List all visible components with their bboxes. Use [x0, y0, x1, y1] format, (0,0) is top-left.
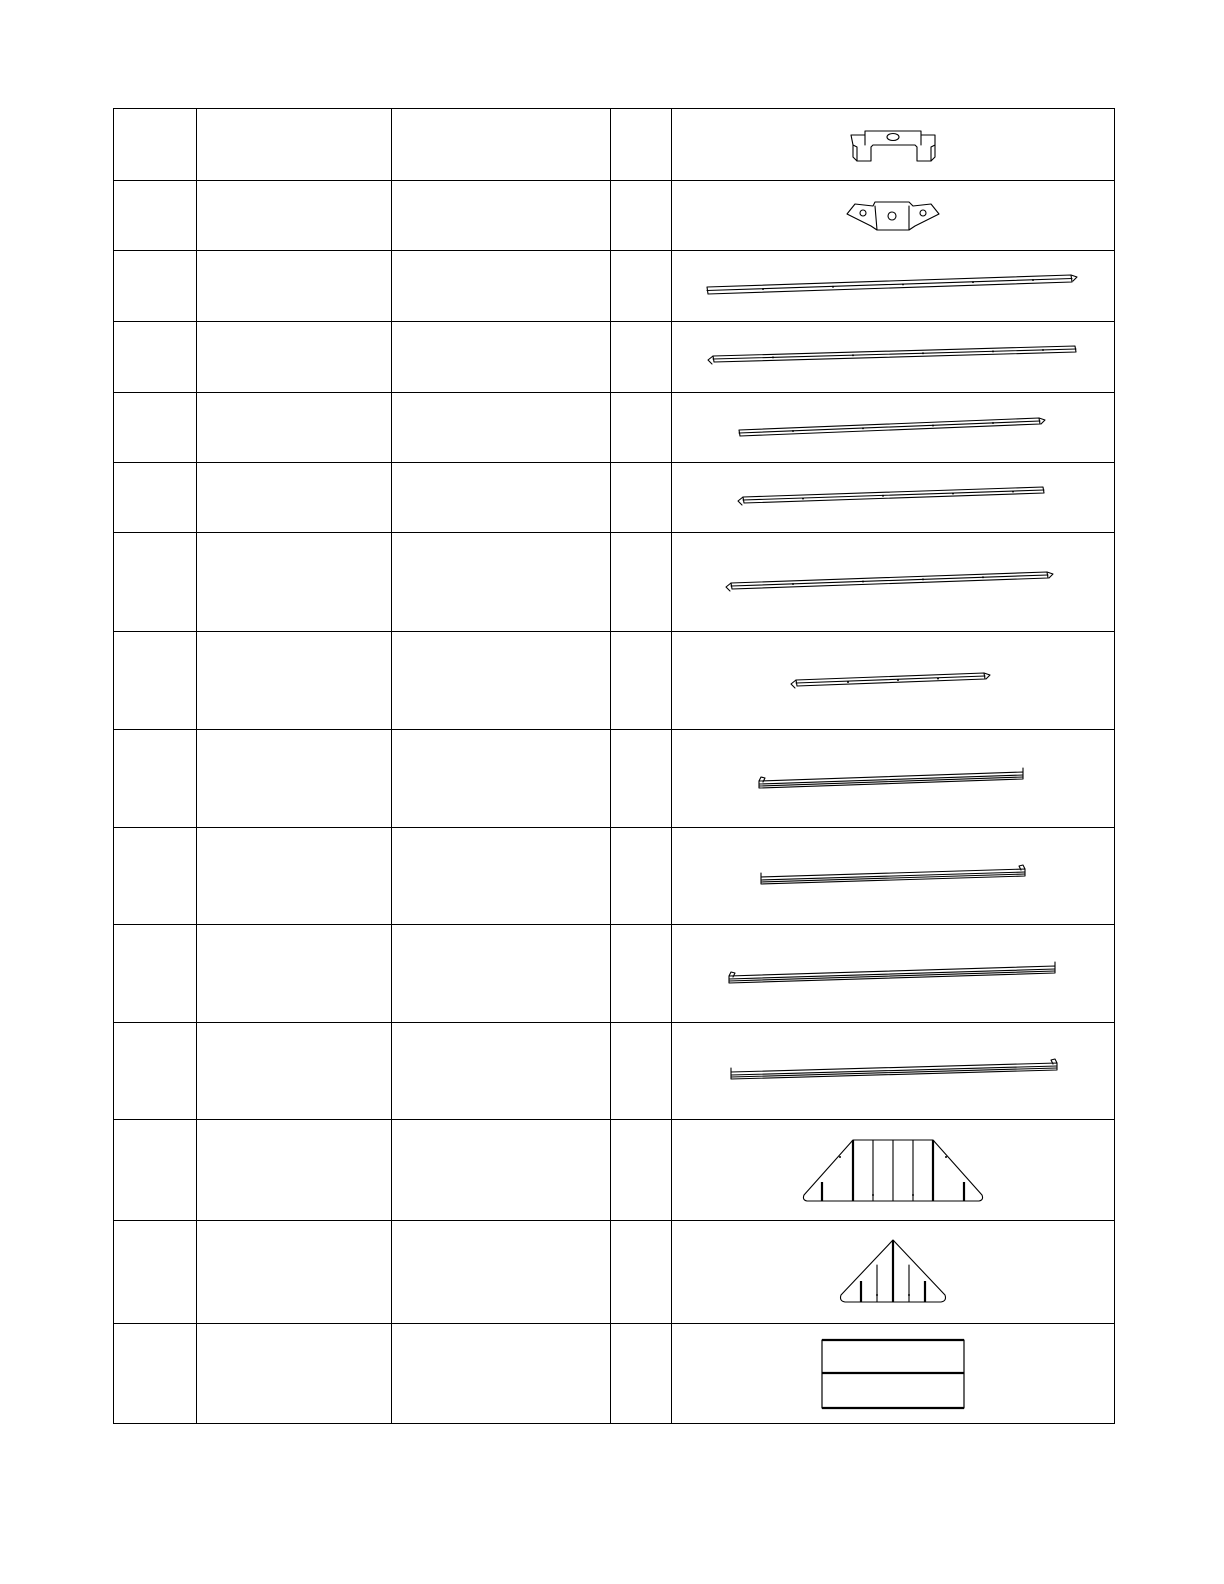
- part-image-cell: [672, 730, 1115, 828]
- qty-cell: [611, 533, 672, 632]
- spec-cell: [392, 393, 611, 463]
- table-row: [114, 730, 1115, 828]
- channel-rail-icon: [753, 861, 1033, 891]
- qty-cell: [611, 1324, 672, 1424]
- qty-cell: [611, 1023, 672, 1120]
- part-no-cell: [114, 393, 197, 463]
- spec-cell: [392, 1120, 611, 1221]
- description-cell: [197, 251, 392, 322]
- triangle-gable-panel-icon: [833, 1237, 953, 1307]
- rail-icon: [703, 342, 1083, 372]
- spec-cell: [392, 1221, 611, 1324]
- part-no-cell: [114, 251, 197, 322]
- part-no-cell: [114, 1324, 197, 1424]
- table-row: [114, 251, 1115, 322]
- table-row: [114, 1324, 1115, 1424]
- spec-cell: [392, 322, 611, 393]
- spec-cell: [392, 925, 611, 1023]
- part-no-cell: [114, 109, 197, 181]
- spec-cell: [392, 1324, 611, 1424]
- spec-cell: [392, 533, 611, 632]
- u-bracket-icon: [843, 121, 943, 169]
- part-no-cell: [114, 828, 197, 925]
- description-cell: [197, 925, 392, 1023]
- channel-rail-icon: [723, 1055, 1063, 1087]
- part-image-cell: [672, 533, 1115, 632]
- description-cell: [197, 181, 392, 251]
- table-row: [114, 828, 1115, 925]
- part-image-cell: [672, 1324, 1115, 1424]
- qty-cell: [611, 1221, 672, 1324]
- description-cell: [197, 533, 392, 632]
- table-row: [114, 925, 1115, 1023]
- qty-cell: [611, 251, 672, 322]
- description-cell: [197, 393, 392, 463]
- part-no-cell: [114, 181, 197, 251]
- table-row: [114, 632, 1115, 730]
- part-no-cell: [114, 1221, 197, 1324]
- table-row: [114, 463, 1115, 533]
- rail-icon: [788, 667, 998, 695]
- part-image-cell: [672, 393, 1115, 463]
- table-row: [114, 1023, 1115, 1120]
- rectangular-panel-icon: [818, 1337, 968, 1411]
- part-image-cell: [672, 1221, 1115, 1324]
- parts-table: [113, 108, 1115, 1424]
- description-cell: [197, 1023, 392, 1120]
- part-no-cell: [114, 322, 197, 393]
- description-cell: [197, 828, 392, 925]
- table-row: [114, 109, 1115, 181]
- angle-plate-icon: [843, 196, 943, 236]
- qty-cell: [611, 925, 672, 1023]
- rail-icon: [723, 567, 1063, 597]
- qty-cell: [611, 181, 672, 251]
- description-cell: [197, 632, 392, 730]
- part-no-cell: [114, 1023, 197, 1120]
- channel-rail-icon: [723, 958, 1063, 990]
- spec-cell: [392, 109, 611, 181]
- part-image-cell: [672, 632, 1115, 730]
- table-row: [114, 322, 1115, 393]
- spec-cell: [392, 251, 611, 322]
- part-no-cell: [114, 730, 197, 828]
- description-cell: [197, 730, 392, 828]
- table-row: [114, 1221, 1115, 1324]
- part-image-cell: [672, 322, 1115, 393]
- qty-cell: [611, 828, 672, 925]
- part-image-cell: [672, 463, 1115, 533]
- table-row: [114, 533, 1115, 632]
- qty-cell: [611, 322, 672, 393]
- spec-cell: [392, 1023, 611, 1120]
- part-no-cell: [114, 533, 197, 632]
- rail-icon: [703, 271, 1083, 301]
- part-no-cell: [114, 1120, 197, 1221]
- qty-cell: [611, 730, 672, 828]
- rail-icon: [733, 413, 1053, 443]
- description-cell: [197, 1221, 392, 1324]
- table-row: [114, 1120, 1115, 1221]
- description-cell: [197, 1324, 392, 1424]
- spec-cell: [392, 632, 611, 730]
- trapezoid-gable-panel-icon: [798, 1135, 988, 1205]
- spec-cell: [392, 828, 611, 925]
- qty-cell: [611, 1120, 672, 1221]
- description-cell: [197, 109, 392, 181]
- qty-cell: [611, 632, 672, 730]
- part-image-cell: [672, 925, 1115, 1023]
- part-image-cell: [672, 828, 1115, 925]
- spec-cell: [392, 463, 611, 533]
- table-row: [114, 181, 1115, 251]
- part-image-cell: [672, 1023, 1115, 1120]
- spec-cell: [392, 181, 611, 251]
- part-no-cell: [114, 632, 197, 730]
- channel-rail-icon: [753, 764, 1033, 794]
- part-image-cell: [672, 109, 1115, 181]
- rail-icon: [733, 483, 1053, 513]
- part-image-cell: [672, 1120, 1115, 1221]
- part-image-cell: [672, 251, 1115, 322]
- part-image-cell: [672, 181, 1115, 251]
- description-cell: [197, 463, 392, 533]
- qty-cell: [611, 463, 672, 533]
- qty-cell: [611, 393, 672, 463]
- qty-cell: [611, 109, 672, 181]
- description-cell: [197, 322, 392, 393]
- part-no-cell: [114, 463, 197, 533]
- description-cell: [197, 1120, 392, 1221]
- part-no-cell: [114, 925, 197, 1023]
- spec-cell: [392, 730, 611, 828]
- table-row: [114, 393, 1115, 463]
